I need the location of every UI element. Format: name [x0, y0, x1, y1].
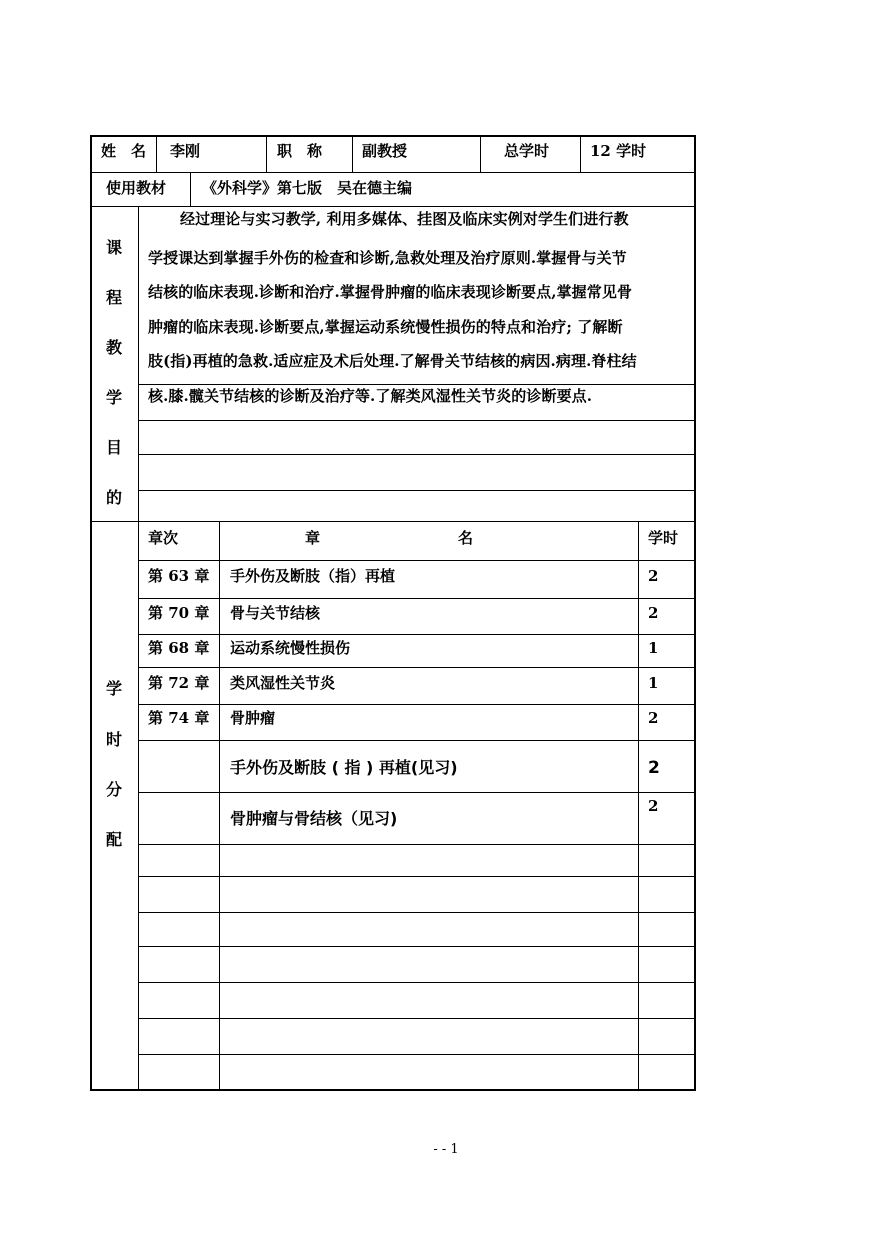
- hours-cell: 2: [648, 709, 659, 727]
- chapter-cell: 第 74 章: [148, 709, 210, 727]
- divider: [190, 172, 191, 206]
- chapter-cell: 第 63 章: [148, 567, 210, 585]
- divider: [90, 206, 696, 207]
- divider: [266, 135, 267, 172]
- divider: [138, 946, 696, 947]
- hours-cell: 1: [648, 674, 659, 692]
- divider: [138, 490, 696, 491]
- divider: [138, 1054, 696, 1055]
- divider: [138, 1018, 696, 1019]
- hours-cell: 1: [648, 639, 659, 657]
- chapter-name-cell: 运动系统慢性损伤: [230, 639, 351, 657]
- divider: [138, 454, 696, 455]
- chapter-name-cell: 手外伤及断肢（指）再植: [230, 567, 396, 585]
- column-header-hours: 学时: [648, 529, 679, 547]
- chapter-cell: 第 72 章: [148, 674, 210, 692]
- divider: [138, 704, 696, 705]
- divider: [138, 667, 696, 668]
- textbook-value: 《外科学》第七版 吴在德主编: [202, 179, 413, 197]
- chapter-cell: 第 70 章: [148, 604, 210, 622]
- name-value: 李刚: [170, 142, 201, 160]
- divider: [138, 982, 696, 983]
- divider: [138, 876, 696, 877]
- chapter-name-cell: 类风湿性关节炎: [230, 674, 336, 692]
- total-hours-value: 12 学时: [590, 142, 647, 160]
- purpose-label: 课 程 教 学 目 的: [105, 238, 122, 507]
- divider: [90, 172, 696, 173]
- purpose-line-4: 肿瘤的临床表现.诊断要点,掌握运动系统慢性损伤的特点和治疗; 了解断: [148, 318, 623, 336]
- hours-cell: 2: [648, 758, 660, 778]
- purpose-line-3: 结核的临床表现.诊断和治疗.掌握骨肿瘤的临床表现诊断要点,掌握常见骨: [148, 283, 633, 301]
- divider: [580, 135, 581, 172]
- total-hours-label: 总学时: [504, 142, 550, 160]
- divider: [138, 740, 696, 741]
- purpose-line-6: 核.膝.髋关节结核的诊断及治疗等.了解类风湿性关节炎的诊断要点.: [148, 387, 593, 405]
- divider: [138, 844, 696, 845]
- hours-cell: 2: [648, 797, 659, 815]
- divider: [138, 598, 696, 599]
- hours-cell: 2: [648, 567, 659, 585]
- column-header-name-1: 章: [305, 529, 321, 547]
- hours-cell: 2: [648, 604, 659, 622]
- chapter-name-cell: 手外伤及断肢 ( 指 ) 再植(见习): [230, 758, 458, 777]
- chapter-cell: 第 68 章: [148, 639, 210, 657]
- divider: [138, 560, 696, 561]
- divider: [138, 912, 696, 913]
- divider: [138, 384, 696, 385]
- divider: [138, 420, 696, 421]
- divider: [138, 634, 696, 635]
- chapter-name-cell: 骨与关节结核: [230, 604, 321, 622]
- divider: [156, 135, 157, 172]
- purpose-line-5: 肢(指)再植的急救.适应症及术后处理.了解骨关节结核的病因.病理.脊柱结: [148, 352, 637, 370]
- schedule-label: 学 时 分 配: [105, 679, 122, 849]
- chapter-name-cell: 骨肿瘤: [230, 709, 276, 727]
- page-number: - - 1: [433, 1142, 459, 1157]
- divider: [219, 521, 220, 1091]
- purpose-line-2: 学授课达到掌握手外伤的检查和诊断,急救处理及治疗原则.掌握骨与关节: [148, 249, 627, 267]
- divider: [90, 521, 696, 522]
- column-header-chapter: 章次: [148, 529, 179, 547]
- column-header-name-2: 名: [458, 529, 474, 547]
- divider: [638, 521, 639, 1091]
- divider: [138, 206, 139, 1091]
- name-label: 姓 名: [101, 142, 147, 160]
- title-value: 副教授: [362, 142, 408, 160]
- purpose-line-1: 经过理论与实习教学, 利用多媒体、挂图及临床实例对学生们进行教: [180, 210, 629, 228]
- textbook-label: 使用教材: [106, 179, 167, 197]
- divider: [352, 135, 353, 172]
- chapter-name-cell: 骨肿瘤与骨结核（见习): [230, 809, 398, 828]
- title-label: 职 称: [277, 142, 323, 160]
- divider: [138, 792, 696, 793]
- divider: [480, 135, 481, 172]
